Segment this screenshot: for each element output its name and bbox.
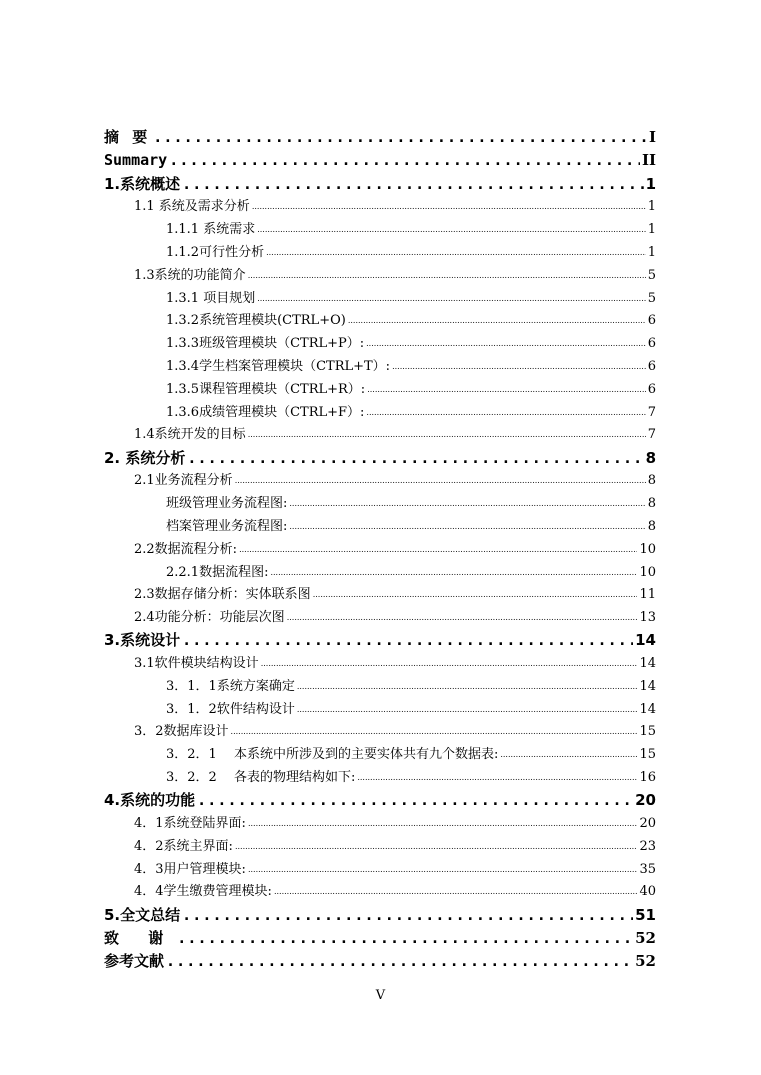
toc-entry[interactable] <box>104 743 656 766</box>
toc-entry-title: 3．2．2 各表的物理结构如下: <box>166 770 356 786</box>
toc-entry-title: 档案管理业务流程图: <box>166 518 288 534</box>
toc-entry[interactable] <box>104 652 656 675</box>
toc-entry-title: 1.1.2可行性分析 <box>166 244 265 260</box>
toc-leader-dots <box>366 402 645 424</box>
toc-entry-page: 14 <box>639 701 656 717</box>
toc-leader-dots <box>177 927 633 950</box>
toc-entry[interactable] <box>104 927 656 950</box>
toc-entry-title: 1.1 系统及需求分析 <box>134 199 250 215</box>
toc-entry-page: 8 <box>647 473 656 489</box>
toc-entry-page: 13 <box>639 610 656 626</box>
toc-leader-dots <box>289 516 645 538</box>
toc-entry-title: 1.1.1 系统需求 <box>166 222 256 238</box>
toc-entry-page: 14 <box>639 656 656 672</box>
toc-entry-page: 10 <box>639 564 656 580</box>
toc-leader-dots <box>257 219 646 241</box>
toc-entry-title: 致 谢 <box>104 928 176 947</box>
toc-entry-title: 2.1业务流程分析 <box>134 473 233 489</box>
toc-entry-page: 7 <box>647 427 656 443</box>
toc-entry-title: 4.系统的功能 <box>104 791 196 810</box>
toc-entry[interactable] <box>104 881 656 904</box>
toc-entry-title: 1.3.2系统管理模块(CTRL+O) <box>166 313 346 329</box>
toc-entry-title: 3．2．1 本系统中所涉及到的主要实体共有九个数据表: <box>166 747 499 763</box>
toc-entry-title: 4．2系统主界面: <box>134 838 233 854</box>
toc-leader-dots <box>252 196 646 218</box>
toc-entry-title: 3.1软件模块结构设计 <box>134 656 259 672</box>
toc-entry-page: 20 <box>635 791 656 810</box>
toc-entry-page: 1 <box>647 199 656 215</box>
toc-entry[interactable] <box>104 950 656 973</box>
toc-entry-page: II <box>641 151 656 170</box>
toc-entry[interactable] <box>104 766 656 789</box>
toc-leader-dots <box>182 904 633 927</box>
toc-entry[interactable] <box>104 789 656 812</box>
toc-entry[interactable] <box>104 196 656 219</box>
toc-entry[interactable] <box>104 424 656 447</box>
toc-entry-page: 6 <box>647 358 656 374</box>
toc-entry-title: 2.4功能分析：功能层次图 <box>134 610 285 626</box>
toc-leader-dots <box>169 149 640 172</box>
toc-leader-dots <box>153 126 647 149</box>
toc-leader-dots <box>313 584 638 606</box>
toc-entry-title: 2.2.1数据流程图: <box>166 564 269 580</box>
toc-leader-dots <box>235 470 646 492</box>
toc-entry-title: 4．3用户管理模块: <box>134 861 246 877</box>
toc-entry[interactable] <box>104 332 656 355</box>
toc-entry-title: 1.3.1 项目规划 <box>166 290 256 306</box>
toc-entry-title: 3.系统设计 <box>104 631 181 650</box>
toc-entry-page: 8 <box>647 518 656 534</box>
toc-leader-dots <box>500 744 637 766</box>
toc-entry-page: 5 <box>647 267 656 283</box>
toc-entry-page: 15 <box>639 747 656 763</box>
toc-entry-page: 7 <box>647 404 656 420</box>
toc-entry-title: 3．2数据库设计 <box>134 724 229 740</box>
toc-entry-page: 1 <box>647 222 656 238</box>
toc-entry[interactable] <box>104 629 656 652</box>
toc-entry-page: 11 <box>639 587 656 603</box>
toc-entry-title: 5.全文总结 <box>104 905 181 924</box>
toc-entry[interactable] <box>104 401 656 424</box>
toc-leader-dots <box>182 173 643 196</box>
toc-leader-dots <box>297 699 638 721</box>
table-of-contents <box>104 126 656 973</box>
toc-entry-page: 15 <box>639 724 656 740</box>
toc-entry[interactable] <box>104 698 656 721</box>
toc-entry[interactable] <box>104 264 656 287</box>
toc-entry-page: 51 <box>635 905 656 924</box>
toc-entry-title: 1.3.3班级管理模块（CTRL+P）: <box>166 336 365 352</box>
toc-entry[interactable] <box>104 355 656 378</box>
toc-leader-dots <box>248 859 638 881</box>
toc-leader-dots <box>367 379 646 401</box>
toc-entry-page: 6 <box>647 336 656 352</box>
toc-leader-dots <box>287 607 638 629</box>
page-number: V <box>375 988 386 1003</box>
toc-entry-page: 20 <box>639 816 656 832</box>
toc-leader-dots <box>231 721 638 743</box>
toc-entry[interactable] <box>104 149 656 172</box>
toc-entry[interactable] <box>104 310 656 333</box>
toc-leader-dots <box>261 653 638 675</box>
toc-entry-page: 8 <box>647 496 656 512</box>
toc-entry-title: 班级管理业务流程图: <box>166 496 288 512</box>
toc-entry-page: 8 <box>645 448 656 467</box>
toc-leader-dots <box>187 447 643 470</box>
toc-entry[interactable] <box>104 561 656 584</box>
toc-leader-dots <box>392 356 646 378</box>
toc-entry-page: 1 <box>647 244 656 260</box>
toc-entry[interactable] <box>104 172 656 195</box>
toc-leader-dots <box>348 310 646 332</box>
toc-entry[interactable] <box>104 126 656 149</box>
toc-entry[interactable] <box>104 812 656 835</box>
toc-entry-title: 3．1．1系统方案确定 <box>166 678 295 694</box>
toc-entry-title: 4．4学生缴费管理模块: <box>134 884 272 900</box>
toc-entry[interactable] <box>104 492 656 515</box>
toc-entry[interactable] <box>104 675 656 698</box>
toc-entry-page: 23 <box>639 838 656 854</box>
toc-entry-title: 摘 要 <box>104 128 152 147</box>
toc-entry[interactable] <box>104 903 656 926</box>
toc-leader-dots <box>248 265 646 287</box>
toc-entry-title: 1.3.5课程管理模块（CTRL+R）: <box>166 381 366 397</box>
toc-entry[interactable] <box>104 515 656 538</box>
toc-entry[interactable] <box>104 378 656 401</box>
toc-entry-title: 参考文献 <box>104 952 165 970</box>
toc-entry-title: 1.3.6成绩管理模块（CTRL+F）: <box>166 404 365 420</box>
toc-leader-dots <box>166 950 633 973</box>
toc-entry-page: 14 <box>639 678 656 694</box>
toc-entry-title: 3．1．2软件结构设计 <box>166 701 295 717</box>
toc-leader-dots <box>248 813 638 835</box>
toc-leader-dots <box>257 288 646 310</box>
toc-entry[interactable] <box>104 858 656 881</box>
toc-leader-dots <box>270 562 637 584</box>
toc-entry-page: 16 <box>639 770 656 786</box>
toc-entry[interactable] <box>104 287 656 310</box>
toc-leader-dots <box>366 333 646 355</box>
toc-entry[interactable] <box>104 241 656 264</box>
toc-leader-dots <box>197 789 633 812</box>
toc-leader-dots <box>239 539 637 561</box>
toc-entry[interactable] <box>104 606 656 629</box>
toc-entry-page: 14 <box>635 631 656 650</box>
toc-leader-dots <box>248 424 646 446</box>
toc-entry[interactable] <box>104 470 656 493</box>
toc-entry[interactable] <box>104 446 656 469</box>
toc-entry-title: 1.3系统的功能简介 <box>134 267 246 283</box>
toc-leader-dots <box>357 767 637 789</box>
toc-leader-dots <box>274 881 638 903</box>
toc-entry-page: 6 <box>647 381 656 397</box>
toc-entry-title: 1.4系统开发的目标 <box>134 427 246 443</box>
toc-leader-dots <box>266 242 646 264</box>
toc-entry[interactable] <box>104 584 656 607</box>
toc-leader-dots <box>182 629 633 652</box>
toc-entry-page: 5 <box>647 290 656 306</box>
toc-entry-title: 4．1系统登陆界面: <box>134 816 246 832</box>
toc-entry-page: 6 <box>647 313 656 329</box>
toc-entry[interactable] <box>104 721 656 744</box>
toc-entry-page: 52 <box>635 952 656 970</box>
toc-entry-page: 10 <box>639 541 656 557</box>
toc-entry[interactable] <box>104 538 656 561</box>
toc-entry-title: 2. 系统分析 <box>104 448 186 467</box>
toc-entry-title: 1.系统概述 <box>104 174 181 193</box>
toc-entry-page: 35 <box>639 861 656 877</box>
toc-entry[interactable] <box>104 218 656 241</box>
toc-entry-page: 1 <box>645 174 656 193</box>
toc-leader-dots <box>235 836 638 858</box>
toc-entry-page: 40 <box>639 884 656 900</box>
toc-entry-title: 2.3数据存储分析：实体联系图 <box>134 587 311 603</box>
toc-entry-title: 1.3.4学生档案管理模块（CTRL+T）: <box>166 358 391 374</box>
toc-leader-dots <box>289 493 645 515</box>
toc-leader-dots <box>297 676 638 698</box>
toc-entry-page: I <box>648 128 656 147</box>
toc-entry-title: 2.2数据流程分析: <box>134 541 238 557</box>
toc-entry-page: 52 <box>635 928 656 947</box>
toc-entry-title: Summary <box>104 151 168 170</box>
toc-entry[interactable] <box>104 835 656 858</box>
